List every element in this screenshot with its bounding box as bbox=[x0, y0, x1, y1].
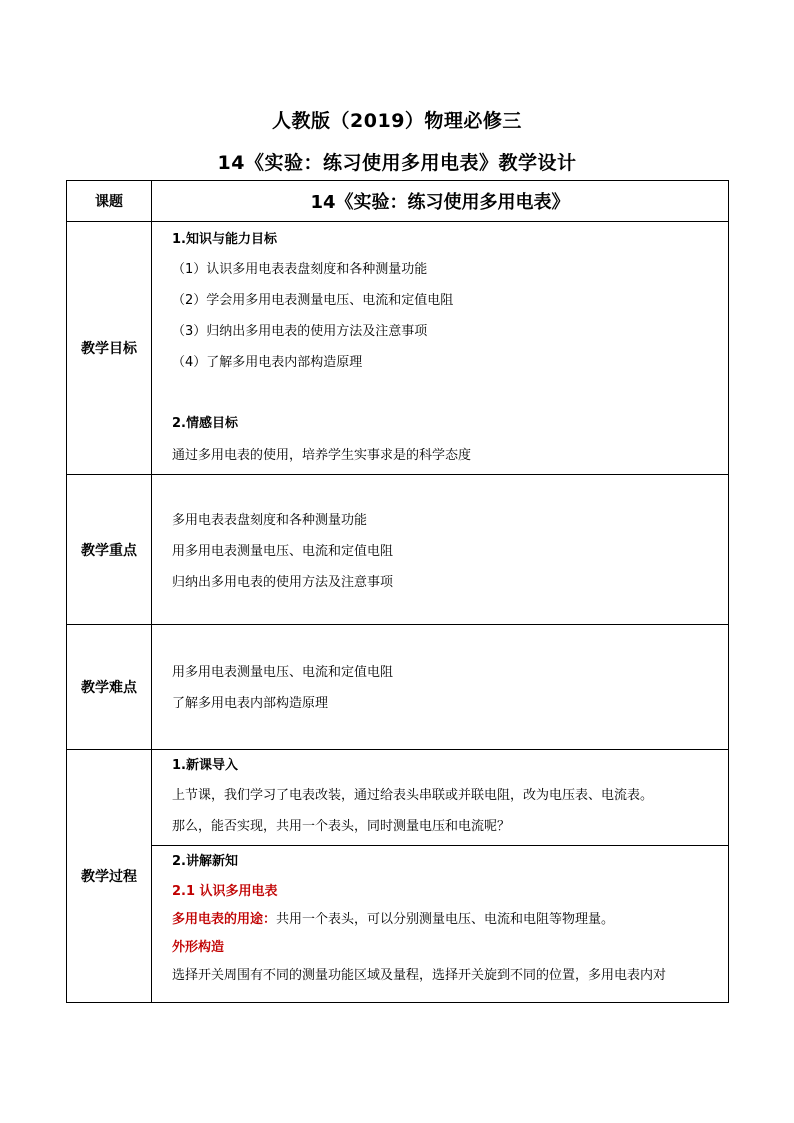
use-label: 多用电表的用途： bbox=[172, 912, 277, 927]
key-point-item: 用多用电表测量电压、电流和定值电阻 bbox=[172, 544, 394, 559]
use-text: 共用一个表头，可以分别测量电压、电流和电阻等物理量。 bbox=[276, 912, 615, 927]
objective-item: （1）认识多用电表表盘刻度和各种测量功能 bbox=[172, 262, 428, 277]
key-point-item: 多用电表表盘刻度和各种测量功能 bbox=[172, 513, 368, 528]
difficulty-item: 用多用电表测量电压、电流和定值电阻 bbox=[172, 665, 394, 680]
shape-heading: 外形构造 bbox=[172, 940, 225, 955]
document-title: 人教版（2019）物理必修三 bbox=[272, 110, 522, 132]
shape-text: 选择开关周围有不同的测量功能区域及量程，选择开关旋到不同的位置，多用电表内对 bbox=[172, 968, 667, 983]
difficulties-row bbox=[67, 625, 729, 750]
objectives-heading-1: 1.知识与能力目标 bbox=[172, 232, 277, 247]
new-knowledge-block bbox=[152, 845, 728, 990]
objectives-label: 教学目标 bbox=[67, 222, 152, 475]
objective-item: （2）学会用多用电表测量电压、电流和定值电阻 bbox=[172, 293, 454, 308]
difficulty-item: 了解多用电表内部构造原理 bbox=[172, 696, 329, 711]
topic-value: 14《实验：练习使用多用电表》 bbox=[152, 181, 729, 222]
objectives-heading-2: 2.情感目标 bbox=[172, 416, 238, 431]
difficulties-label: 教学难点 bbox=[67, 625, 152, 750]
difficulties-content bbox=[152, 625, 729, 750]
objective-item: （3）归纳出多用电表的使用方法及注意事项 bbox=[172, 324, 428, 339]
use-line bbox=[172, 906, 728, 934]
intro-heading: 1.新课导入 bbox=[172, 758, 238, 773]
process-label: 教学过程 bbox=[67, 750, 152, 1003]
topic-label: 课题 bbox=[67, 181, 152, 222]
document-subtitle: 14《实验：练习使用多用电表》教学设计 bbox=[217, 152, 577, 174]
process-row bbox=[67, 750, 729, 1003]
objective-item: （4）了解多用电表内部构造原理 bbox=[172, 355, 363, 370]
topic-row bbox=[67, 181, 729, 222]
section-heading: 2.1 认识多用电表 bbox=[172, 884, 278, 899]
lesson-plan-table bbox=[66, 180, 729, 1003]
key-points-label: 教学重点 bbox=[67, 475, 152, 625]
objectives-row bbox=[67, 222, 729, 475]
emotion-objective: 通过多用电表的使用，培养学生实事求是的科学态度 bbox=[172, 448, 472, 463]
key-point-item: 归纳出多用电表的使用方法及注意事项 bbox=[172, 575, 394, 590]
objectives-content bbox=[152, 222, 729, 475]
key-points-content bbox=[152, 475, 729, 625]
process-content bbox=[152, 750, 729, 1003]
intro-line: 那么，能否实现，共用一个表头，同时测量电压和电流呢？ bbox=[172, 819, 511, 834]
intro-line: 上节课，我们学习了电表改装，通过给表头串联或并联电阻，改为电压表、电流表。 bbox=[172, 788, 654, 803]
new-knowledge-heading: 2.讲解新知 bbox=[172, 854, 238, 869]
key-points-row bbox=[67, 475, 729, 625]
